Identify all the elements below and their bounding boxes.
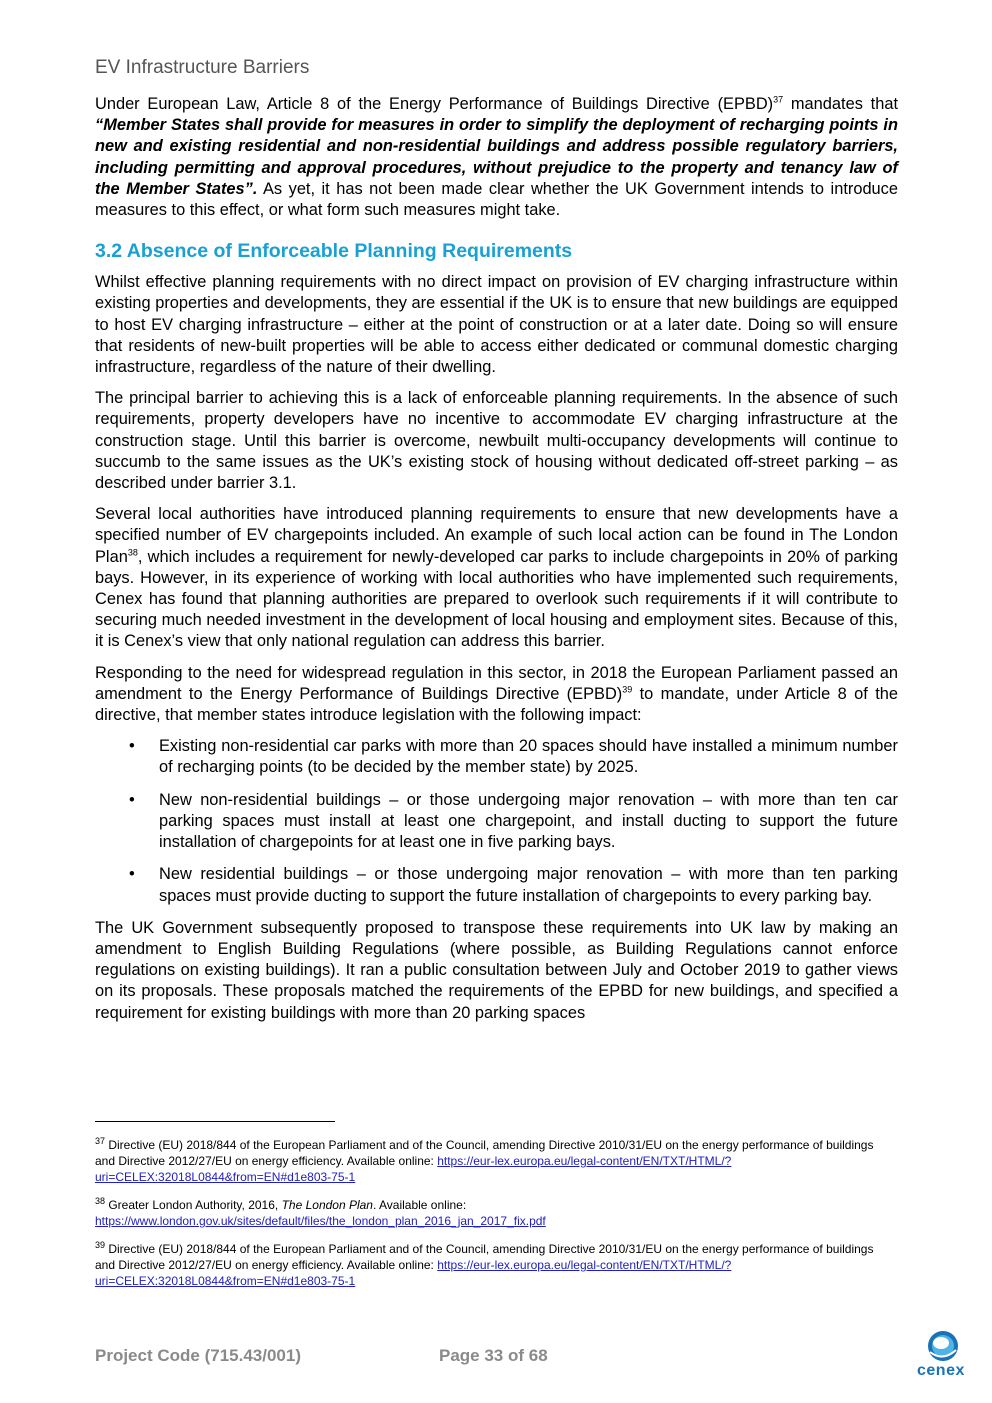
cenex-logo-icon <box>914 1330 974 1364</box>
bullet-icon: • <box>129 737 135 756</box>
project-code: Project Code (715.43/001) <box>95 1346 301 1365</box>
bullet-icon: • <box>129 790 135 809</box>
intro-paragraph: Under European Law, Article 8 of the Energy Performance of Buildings Directive (EPBD)$^{37}$ mandates that “Member States shall provide for measures in order to simplify the deployment of recharging points in new and existing residential and non-residential buildings and address possible regulatory barriers, including permitting and approval procedures, without prejudice to the property and tenancy law of the Member States”. As yet, it has not been made clear whether the UK Government intends to introduce measures to this effect, or what form such measures might take. <box>95 94 898 220</box>
paragraph-4: Responding to the need for widespread regulation in this sector, in 2018 the European Parliament passed an amendment to the Energy Performance of Buildings Directive (EPBD)$^{39}$ to mandate, under Article 8 of the directive, that member states introduce legislation with the following impact: <box>95 663 898 725</box>
footnote-ref-39[interactable]: 39 <box>622 684 633 695</box>
footnote-37: $^{37}$ Directive (EU) 2018/844 of the European Parliament and of the Council, amending Directive 2010/31/EU on the energy performance of buildings and Directive 2012/27/EU on energy efficiency. Available online: https://eur-lex.europa.eu/legal-content/EN/TXT/HTML/?uri=CELEX:32018L0844&from=EN#d1e803-75-1 <box>95 1136 874 1184</box>
footnote-38: $^{38}$ Greater London Authority, 2016, The London Plan. Available online: https://www.london.gov.uk/sites/default/files/the_london_plan_2016_jan_2017_fix.pdf <box>95 1196 546 1228</box>
paragraph-1: Whilst effective planning requirements with no direct impact on provision of EV charging infrastructure within existing properties and developments, they are essential if the UK is to ensure that new buildings are equipped to host EV charging infrastructure – either at the point of construction or at a later date. Doing so will ensure that residents of new-built properties will be able to access either dedicated or communal domestic charging infrastructure, regardless of the nature of their dwelling. <box>95 273 898 377</box>
paragraph-3: Several local authorities have introduced planning requirements to ensure that new developments have a specified number of EV chargepoints included. An example of such local action can be found in The London Plan$^{38}$, which includes a requirement for newly-developed car parks to include chargepoints in 20% of parking bays. However, in its experience of working with local authorities who have implemented such requirements, Cenex has found that planning authorities are prepared to overlook such requirements if it will contribute to securing much needed investment in the development of local housing and employment sites. Because of this, it is Cenex’s view that only national regulation can address this barrier. <box>95 505 898 651</box>
logo-wordmark: cenex <box>917 1362 965 1379</box>
list-item: • New non-residential buildings – or those undergoing major renovation – with more than ten car parking spaces must install at least one chargepoint, and install ducting to support the future installation of chargepoints for at least one in five parking bays. <box>129 790 898 852</box>
bullet-icon: • <box>129 865 135 884</box>
main-content <box>95 94 898 1034</box>
cenex-logo <box>914 1330 974 1380</box>
footnote-ref-37[interactable]: 37 <box>773 94 784 105</box>
footnotes <box>95 1137 895 1301</box>
epbd-quote: “Member States shall provide for measures in order to simplify the deployment of recharging points in new and existing residential and non-residential buildings and address possible regulatory barriers, including permitting and approval procedures, without prejudice to the property and tenancy law of the Member States”. <box>95 116 898 198</box>
requirements-list <box>95 736 898 906</box>
paragraph-2: The principal barrier to achieving this is a lack of enforceable planning requirements. In the absence of such requirements, property developers have no incentive to accommodate EV charging infrastructure at the construction stage. Until this barrier is overcome, newbuilt multi-occupancy developments will continue to succumb to the same issues as the UK’s existing stock of housing without dedicated off-street parking – as described under barrier 3.1. <box>95 389 898 493</box>
paragraph-5: The UK Government subsequently proposed to transpose these requirements into UK law by making an amendment to English Building Regulations (where possible, as Building Regulations cannot enforce regulations on existing buildings). It ran a public consultation between July and October 2019 to gather views on its proposals. These proposals matched the requirements of the EPBD for new buildings, and specified a requirement for existing buildings with more than 20 parking spaces <box>95 918 898 1022</box>
running-header: EV Infrastructure Barriers <box>95 57 310 78</box>
footnote-ref-38[interactable]: 38 <box>127 547 138 558</box>
page-number: Page 33 of 68 <box>439 1346 548 1365</box>
footnote-link[interactable]: https://www.london.gov.uk/sites/default/files/the_london_plan_2016_jan_2017_fix.pdf <box>95 1214 546 1228</box>
footnote-link[interactable]: https://eur-lex.europa.eu/legal-content/EN/TXT/HTML/?uri=CELEX:32018L0844&from=EN#d1e803-75-1 <box>95 1258 732 1288</box>
list-item: • Existing non-residential car parks with more than 20 spaces should have installed a minimum number of recharging points (to be decided by the member state) by 2025. <box>129 737 898 777</box>
footnote-divider <box>95 1121 335 1122</box>
footnote-link[interactable]: https://eur-lex.europa.eu/legal-content/EN/TXT/HTML/?uri=CELEX:32018L0844&from=EN#d1e803-75-1 <box>95 1154 732 1184</box>
footnote-39: $^{39}$ Directive (EU) 2018/844 of the European Parliament and of the Council, amending Directive 2010/31/EU on the energy performance of buildings and Directive 2012/27/EU on energy efficiency. Available online: https://eur-lex.europa.eu/legal-content/EN/TXT/HTML/?uri=CELEX:32018L0844&from=EN#d1e803-75-1 <box>95 1240 874 1288</box>
section-heading: 3.2 Absence of Enforceable Planning Requirements <box>95 240 573 263</box>
list-item: • New residential buildings – or those undergoing major renovation – with more than ten parking spaces must provide ducting to support the future installation of chargepoints to every parking bay. <box>129 865 898 905</box>
